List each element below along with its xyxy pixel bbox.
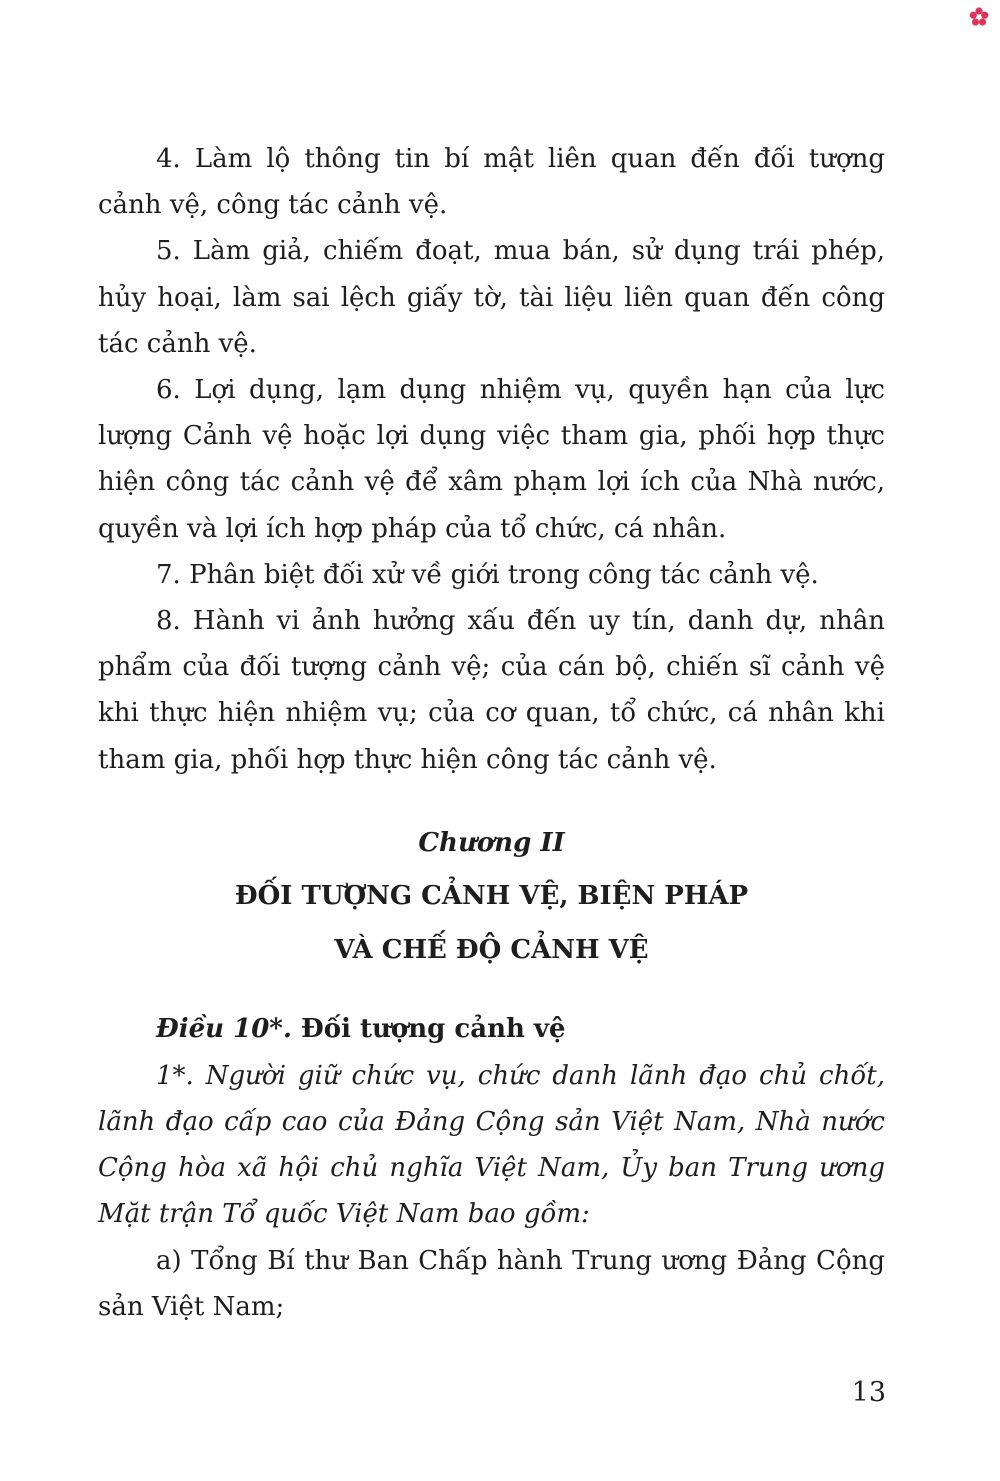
chapter-title bbox=[98, 869, 885, 977]
paragraph-7: 7. Phân biệt đối xử về giới trong công tác cảnh vệ. bbox=[156, 559, 819, 590]
paragraph-5: 5. Làm giả, chiếm đoạt, mua bán, sử dụng trái phép, hủy hoại, làm sai lệch giấy tờ, tài liệu liên quan đến công tác cảnh vệ. bbox=[98, 236, 885, 359]
chapter-title-line-2: VÀ CHẾ ĐỘ CẢNH VỆ bbox=[334, 934, 649, 965]
chapter-heading bbox=[98, 819, 885, 977]
chapter-title-line-1: ĐỐI TƯỢNG CẢNH VỆ, BIỆN PHÁP bbox=[234, 880, 749, 911]
article-number: Điều 10*. bbox=[156, 1013, 292, 1044]
page-number: 13 bbox=[851, 1377, 886, 1408]
clause-1a: a) Tổng Bí thư Ban Chấp hành Trung ương Đảng Cộng sản Việt Nam; bbox=[98, 1245, 885, 1322]
paragraph-4: 4. Làm lộ thông tin bí mật liên quan đến đối tượng cảnh vệ, công tác cảnh vệ. bbox=[98, 144, 885, 221]
clause-1: 1*. Người giữ chức vụ, chức danh lãnh đạo chủ chốt, lãnh đạo cấp cao của Đảng Cộng sản Việt Nam, Nhà nước Cộng hòa xã hội chủ nghĩa Việt Nam, Ủy ban Trung ương Mặt trận Tổ quốc Việt Nam bao gồm: bbox=[98, 1060, 885, 1230]
paragraph-8: 8. Hành vi ảnh hưởng xấu đến uy tín, danh dự, nhân phẩm của đối tượng cảnh vệ; của cán bộ, chiến sĩ cảnh vệ khi thực hiện nhiệm vụ; của cơ quan, tổ chức, cá nhân khi tham gia, phối hợp thực hiện công tác cảnh vệ. bbox=[98, 606, 885, 775]
paragraph-6: 6. Lợi dụng, lạm dụng nhiệm vụ, quyền hạn của lực lượng Cảnh vệ hoặc lợi dụng việc tham gia, phối hợp thực hiện công tác cảnh vệ để xâm phạm lợi ích của Nhà nước, quyền và lợi ích hợp pháp của tổ chức, cá nhân. bbox=[98, 375, 885, 544]
article-title: Đối tượng cảnh vệ bbox=[301, 1013, 566, 1044]
page-body bbox=[98, 136, 885, 1330]
flower-icon bbox=[968, 6, 990, 28]
chapter-label: Chương II bbox=[418, 827, 565, 858]
article-heading bbox=[98, 1005, 885, 1053]
